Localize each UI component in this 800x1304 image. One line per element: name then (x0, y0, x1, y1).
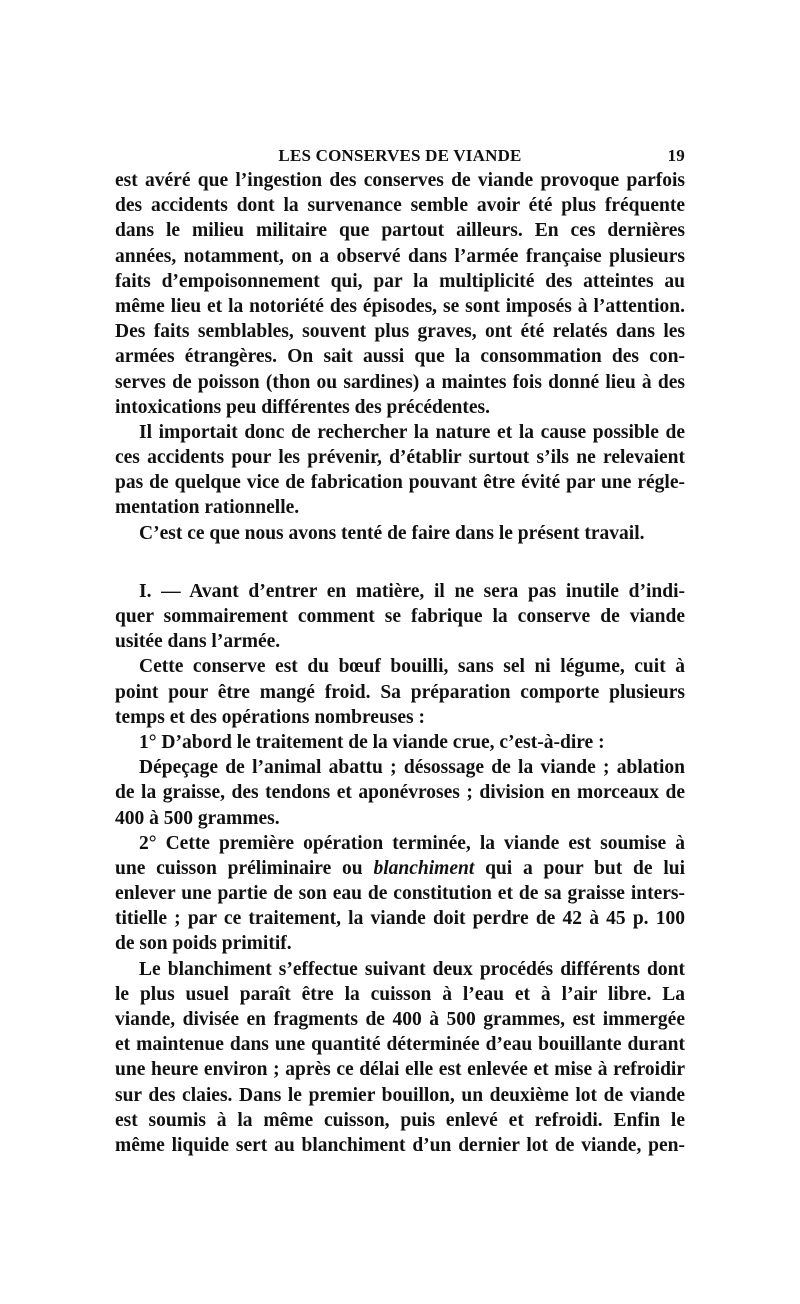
text-line (115, 856, 685, 881)
page-number: 19 (667, 146, 685, 165)
text-line: même liquide sert au blanchiment d’un dernier lot de viande, pen- (115, 1134, 685, 1156)
text-line: une heure environ ; après ce délai elle est enlevée et mise à refroidir (115, 1059, 685, 1081)
running-title: LES CONSERVES DE VIANDE (278, 146, 522, 165)
text-line: des accidents dont la survenance semble avoir été plus fréquente (115, 195, 685, 217)
text-line: même lieu et la notoriété des épisodes, se sont imposés à l’attention. (115, 295, 685, 317)
text-line: et maintenue dans une quantité déterminée d’eau bouillante durant (115, 1034, 685, 1056)
section-gap (115, 546, 685, 579)
text-line: de la graisse, des tendons et aponévroses ; division en morceaux de (115, 782, 685, 804)
text-line: 1° D’abord le traitement de la viande crue, c’est-à-dire : (139, 731, 605, 753)
text-line: temps et des opérations nombreuses : (115, 706, 426, 728)
text-line: armées étrangères. On sait aussi que la consommation des con- (115, 346, 685, 368)
text-segment: qui a pour but de lui (485, 857, 686, 879)
italic-term: blanchiment (373, 857, 475, 879)
running-header (115, 142, 685, 168)
text-line: quer sommairement comment se fabrique la conserve de viande (115, 606, 685, 627)
text-line: titielle ; par ce traitement, la viande doit perdre de 42 à 45 p. 100 (115, 908, 685, 930)
text-line: point pour être mangé froid. Sa préparation comporte plusieurs (115, 681, 685, 703)
text-line: Il importait donc de rechercher la nature et la cause possible de (139, 421, 685, 443)
text-line: années, notamment, on a observé dans l’armée française plusieurs (115, 245, 685, 267)
body-text (115, 168, 685, 1158)
text-line: 400 à 500 grammes. (115, 807, 280, 829)
text-line: C’est ce que nous avons tenté de faire dans le présent travail. (139, 522, 645, 544)
text-line: sur des claies. Dans le premier bouillon, un deuxième lot de viande (115, 1084, 685, 1106)
text-line: I. — Avant d’entrer en matière, il ne sera pas inutile d’indi- (139, 580, 685, 602)
text-line: le plus usuel paraît être la cuisson à l’eau et à l’air libre. La (115, 983, 685, 1005)
text-line: ces accidents pour les prévenir, d’établir surtout s’ils ne relevaient (115, 447, 685, 469)
text-line: serves de poisson (thon ou sardines) a maintes fois donné lieu à des (115, 371, 685, 393)
book-page (115, 142, 685, 1158)
text-line: est soumis à la même cuisson, puis enlevé et refroidi. Enfin le (115, 1109, 685, 1131)
text-line: dans le milieu militaire que partout ailleurs. En ces dernières (115, 220, 685, 242)
text-line: Dépeçage de l’animal abattu ; désossage de la viande ; ablation (139, 757, 685, 779)
text-line: de son poids primitif. (115, 933, 292, 955)
text-line: Le blanchiment s’effectue suivant deux procédés différents dont (139, 958, 685, 980)
text-line: intoxications peu différentes des précédentes. (115, 396, 490, 418)
text-line: mentation rationnelle. (115, 497, 300, 519)
text-line: enlever une partie de son eau de constitution et de sa graisse inters- (115, 883, 685, 905)
text-line: pas de quelque vice de fabrication pouvant être évité par une régle- (115, 472, 685, 494)
text-line: faits d’empoisonnement qui, par la multiplicité des atteintes au (115, 270, 685, 292)
text-segment: une cuisson préliminaire ou (115, 857, 363, 879)
text-line: Des faits semblables, souvent plus graves, ont été relatés dans les (115, 321, 685, 343)
text-line: usitée dans l’armée. (115, 631, 281, 653)
text-line: viande, divisée en fragments de 400 à 500 grammes, est immergée (115, 1009, 685, 1030)
text-line: est avéré que l’ingestion des conserves de viande provoque parfois (115, 170, 685, 191)
text-line: 2° Cette première opération terminée, la viande est soumise à (139, 832, 685, 854)
text-line: Cette conserve est du bœuf bouilli, sans sel ni légume, cuit à (139, 656, 685, 678)
